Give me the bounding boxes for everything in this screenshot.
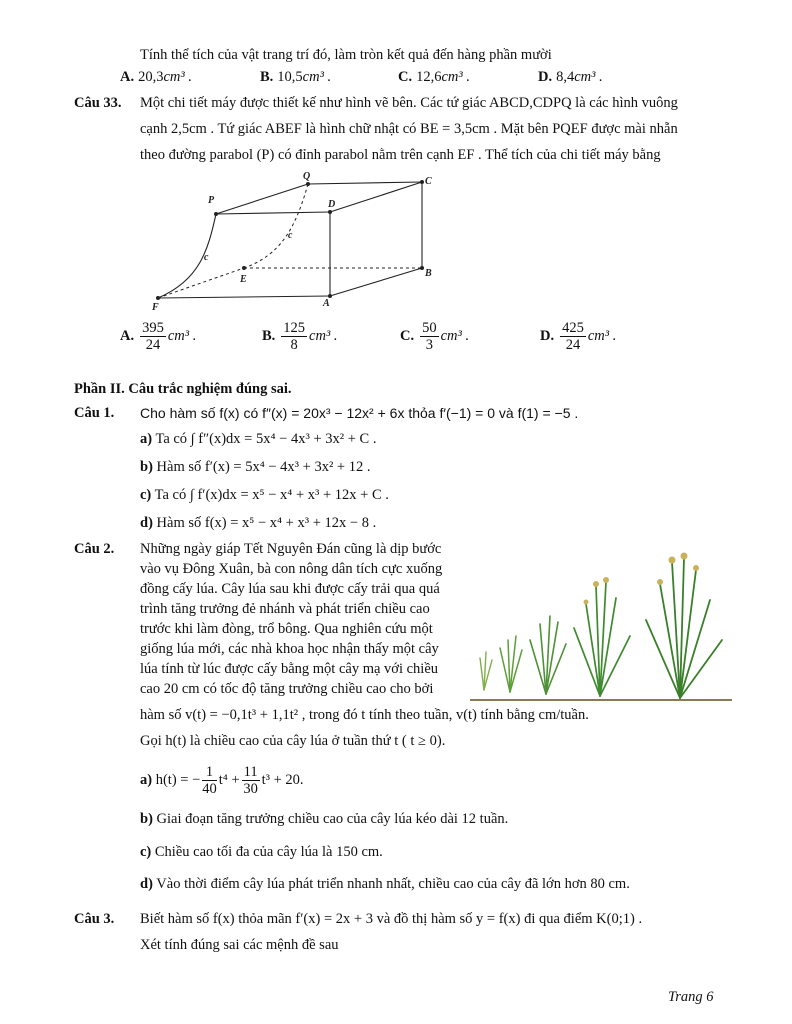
option-unit: cm³ . — [441, 69, 470, 85]
numerator: 50 — [422, 320, 437, 336]
c1-label: Câu 1. — [74, 405, 115, 421]
option-label: A. — [120, 327, 135, 344]
page-number: Trang 6 — [668, 989, 714, 1005]
denominator: 24 — [565, 337, 581, 353]
option-label: C. — [400, 327, 415, 344]
label-a: A — [323, 298, 330, 309]
c1-statement-a — [140, 430, 376, 448]
c3-line-1: Biết hàm số f(x) thỏa mãn f′(x) = 2x + 3 và đồ thị hàm số y = f(x) đi qua điểm K(0;1) . — [140, 911, 643, 927]
q33-figure — [140, 170, 450, 310]
option-label: A. — [120, 69, 135, 85]
statement-text: Ta có ∫ f″(x)dx = 5x⁴ − 4x³ + 3x² + C . — [155, 431, 377, 447]
label-q: Q — [303, 171, 311, 182]
option-label: B. — [260, 69, 274, 85]
q33-label: Câu 33. — [74, 95, 122, 111]
q32-option-b[interactable] — [260, 68, 331, 86]
option-unit: cm³ . — [302, 69, 332, 85]
denominator: 40 — [202, 781, 217, 797]
label-p: P — [208, 195, 215, 206]
c2-line-6: giống lúa mới, các nhà khoa học nhận thấy một cây — [140, 641, 439, 657]
statement-label: b) — [140, 459, 153, 475]
numerator: 11 — [243, 764, 258, 780]
option-value: 12,6 — [416, 69, 442, 85]
rice-plant-stage-5 — [646, 558, 722, 698]
c2-line-8: cao 20 cm có tốc độ tăng trưởng chiều cao cho bởi — [140, 681, 434, 697]
denominator: 24 — [145, 337, 161, 353]
statement-text: Giai đoạn tăng trưởng chiều cao của cây lúa kéo dài 12 tuần. — [156, 811, 509, 827]
option-unit: cm³ . — [163, 69, 192, 85]
part2-heading: Phần II. Câu trắc nghiệm đúng sai. — [74, 381, 292, 397]
formula-part: t⁴ + — [218, 771, 240, 788]
c2-statement-c — [140, 843, 383, 861]
option-label: D. — [540, 327, 555, 344]
c2-line-9: hàm số v(t) = −0,1t³ + 1,1t² , trong đó t tính theo tuần, v(t) tính bằng cm/tuần. — [140, 707, 589, 723]
option-unit: cm³ . — [574, 69, 603, 85]
formula-part: h(t) = − — [155, 771, 201, 788]
option-fraction — [281, 320, 307, 353]
c3-label: Câu 3. — [74, 911, 115, 927]
denominator: 30 — [243, 781, 258, 797]
c2-line-5: trước khi làm đòng, trổ bông. Qua nghiên cứu một — [140, 621, 433, 637]
option-unit: cm³ . — [167, 327, 197, 344]
formula-part: t³ + 20. — [261, 771, 304, 788]
q32-option-c[interactable] — [398, 68, 470, 86]
option-value: 10,5 — [277, 69, 303, 85]
numerator: 125 — [283, 320, 306, 336]
label-f: F — [152, 302, 159, 310]
option-label: D. — [538, 69, 553, 85]
c2-label: Câu 2. — [74, 541, 115, 557]
label-parabola-1: c — [204, 252, 209, 263]
option-fraction — [420, 320, 439, 353]
statement-label: c) — [140, 844, 152, 860]
statement-text: Vào thời điểm cây lúa phát triển nhanh nhất, chiều cao của cây đã lớn hơn 80 cm. — [156, 876, 630, 892]
c1-statement-c — [140, 486, 389, 504]
c2-line-10: Gọi h(t) là chiều cao của cây lúa ở tuần thứ t ( t ≥ 0). — [140, 733, 446, 749]
statement-label: c) — [140, 487, 152, 503]
denominator: 3 — [425, 337, 433, 353]
q32-tail-text: Tính thể tích của vật trang trí đó, làm tròn kết quả đến hàng phần mười — [140, 47, 552, 63]
fraction — [202, 764, 217, 797]
statement-label: d) — [140, 515, 153, 531]
rice-plant-stage-2 — [500, 636, 522, 692]
c2-line-4: trình tăng trưởng đẻ nhánh và phát triển chiều cao — [140, 601, 430, 617]
option-fraction — [140, 320, 166, 353]
statement-text: Chiều cao tối đa của cây lúa là 150 cm. — [154, 844, 383, 860]
rice-plant-stage-1 — [480, 652, 492, 690]
q32-option-d[interactable] — [538, 68, 603, 86]
q33-line-1: Một chi tiết máy được thiết kế như hình vẽ bên. Các tứ giác ABCD,CDPQ là các hình vuông — [140, 95, 678, 111]
c1-stem: Cho hàm số f(x) có f″(x) = 20x³ − 12x² + 6x thỏa f′(−1) = 0 và f(1) = −5 . — [140, 405, 579, 421]
q33-option-b[interactable] — [262, 320, 338, 353]
option-fraction — [560, 320, 586, 353]
c1-statement-d — [140, 514, 376, 532]
c2-line-1: Những ngày giáp Tết Nguyên Đán cũng là dịp bước — [140, 541, 442, 557]
label-e: E — [240, 274, 247, 285]
rice-plant-stage-4 — [574, 582, 630, 696]
c3-line-2: Xét tính đúng sai các mệnh đề sau — [140, 937, 339, 953]
option-value: 8,4 — [556, 69, 575, 85]
rice-growth-illustration — [470, 540, 732, 702]
statement-label: b) — [140, 811, 153, 827]
option-unit: cm³ . — [587, 327, 617, 344]
q33-line-3: theo đường parabol (P) có đỉnh parabol nằm trên cạnh EF . Thể tích của chi tiết máy bằng — [140, 147, 661, 163]
q33-option-c[interactable] — [400, 320, 469, 353]
q33-option-d[interactable] — [540, 320, 616, 353]
q32-option-a[interactable] — [120, 68, 192, 86]
statement-text: Ta có ∫ f′(x)dx = x⁵ − x⁴ + x³ + 12x + C . — [154, 487, 389, 503]
fraction — [242, 764, 260, 797]
statement-text: Hàm số f′(x) = 5x⁴ − 4x³ + 3x² + 12 . — [156, 459, 371, 475]
rice-plant-stage-3 — [530, 616, 566, 694]
c2-statement-d — [140, 875, 630, 893]
label-c: C — [425, 176, 432, 187]
q33-line-2: cạnh 2,5cm . Tứ giác ABEF là hình chữ nhật có BE = 3,5cm . Mặt bên PQEF được mài nhẵn — [140, 121, 678, 137]
statement-label: d) — [140, 876, 153, 892]
c2-line-2: vào vụ Đông Xuân, bà con nông dân tích cực xuống — [140, 561, 443, 577]
option-unit: cm³ . — [309, 327, 338, 344]
option-unit: cm³ . — [440, 327, 470, 344]
q33-option-a[interactable] — [120, 320, 196, 353]
numerator: 425 — [562, 320, 584, 336]
denominator: 8 — [290, 337, 298, 353]
c1-statement-b — [140, 458, 370, 476]
statement-label: a) — [140, 771, 153, 788]
label-d: D — [328, 199, 336, 210]
c2-statement-b — [140, 810, 508, 828]
label-b: B — [425, 268, 432, 279]
label-parabola-2: c — [288, 230, 293, 241]
option-label: B. — [262, 327, 276, 344]
option-value: 20,3 — [138, 69, 164, 85]
c2-line-7: lúa tính từ lúc được cấy bằng một cây mạ với chiều — [140, 661, 439, 677]
c2-line-3: đồng cấy lúa. Cây lúa sau khi được cấy trải qua quá — [140, 581, 440, 597]
statement-text: Hàm số f(x) = x⁵ − x⁴ + x³ + 12x − 8 . — [156, 515, 377, 531]
numerator: 395 — [142, 320, 164, 336]
statement-label: a) — [140, 431, 153, 447]
c2-statement-a — [140, 764, 304, 797]
option-label: C. — [398, 69, 413, 85]
numerator: 1 — [202, 764, 217, 781]
